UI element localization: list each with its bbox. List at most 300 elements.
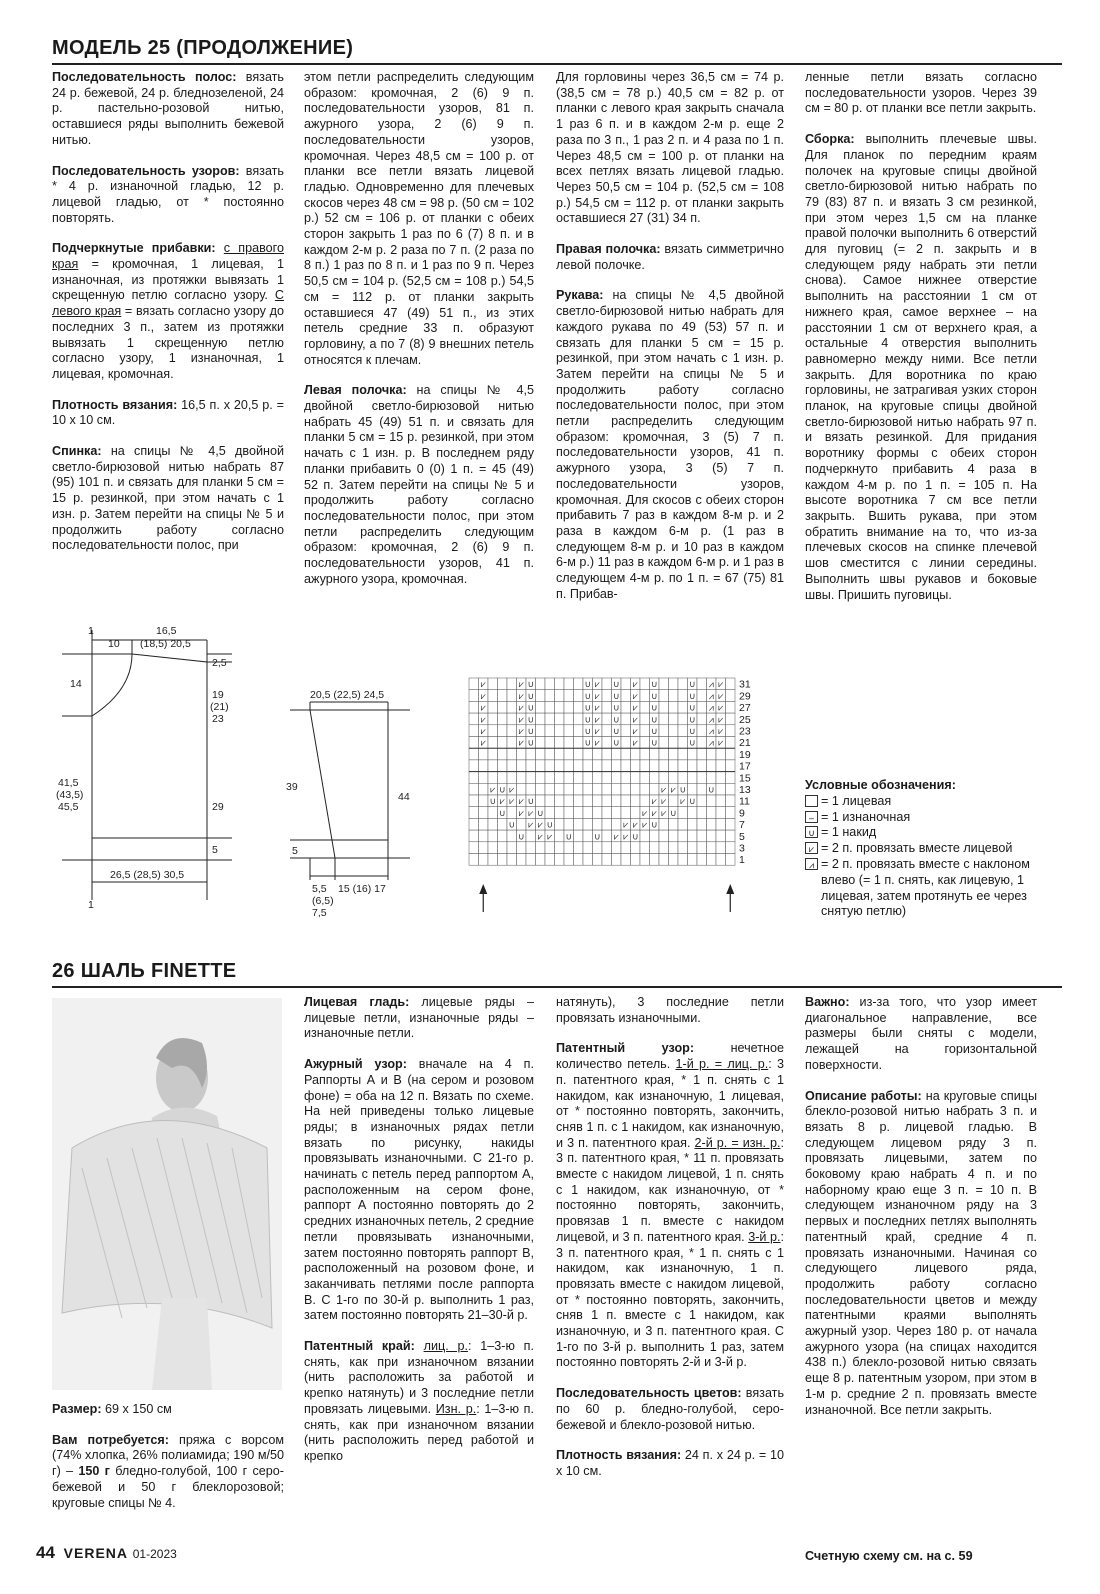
chart-cell	[545, 737, 555, 749]
sleeve-dim-b1: 5,5	[312, 883, 327, 895]
chart-symbol: ⩗	[651, 796, 657, 807]
chart-symbol: ∪	[688, 737, 696, 748]
chart-cell	[650, 783, 660, 795]
chart-cell	[469, 713, 479, 725]
chart-cell	[602, 818, 612, 830]
chart-cell	[640, 772, 650, 784]
chart-symbol: ⩗	[680, 796, 686, 807]
chart-symbol: ⩗	[632, 819, 638, 830]
chart-cell	[479, 854, 489, 866]
chart-cell	[678, 830, 688, 842]
chart-cell	[621, 737, 631, 749]
chart-cell	[545, 678, 555, 690]
chart-cell	[574, 701, 584, 713]
chart-cell	[545, 783, 555, 795]
chart-cell	[678, 737, 688, 749]
chart-symbol: ∪	[498, 784, 506, 795]
magazine-name: VERENA	[63, 1545, 129, 1561]
column-3	[556, 70, 784, 618]
chart-cell	[707, 854, 717, 866]
chart-cell	[469, 830, 479, 842]
chart-symbol: ⩗	[480, 714, 486, 725]
chart-cell	[612, 854, 622, 866]
chart-cell	[707, 760, 717, 772]
important-note: Важно: из-за того, что узор имеет диагональное направление, все размеры были сняты с модели, лежащей на горизонтальной поверхности.	[805, 995, 1037, 1072]
chart-cell	[707, 807, 717, 819]
chart-cell	[602, 678, 612, 690]
chart-symbol: ⩗	[661, 784, 667, 795]
chart-cell	[659, 690, 669, 702]
chart-symbol: ∪	[584, 714, 592, 725]
chart-cell	[659, 701, 669, 713]
chart-cell	[469, 748, 479, 760]
chart-row-number: 23	[739, 725, 751, 738]
chart-symbol: ⩗	[632, 737, 638, 748]
chart-symbol: ⩘	[708, 726, 714, 736]
chart-cell	[517, 818, 527, 830]
chart-cell	[583, 818, 593, 830]
chart-cell	[726, 748, 736, 760]
chart-cell	[469, 701, 479, 713]
chart-symbol: ∪	[584, 690, 592, 701]
chart-cell	[488, 678, 498, 690]
chart-symbol: ⩗	[623, 819, 629, 830]
chart-cell	[555, 854, 565, 866]
chart-cell	[640, 690, 650, 702]
column-2	[304, 70, 534, 603]
chart-cell	[697, 783, 707, 795]
chart-cell	[536, 748, 546, 760]
chart-cell	[650, 772, 660, 784]
chart-cell	[669, 760, 679, 772]
chart-symbol: ∪	[527, 737, 535, 748]
chart-cell	[536, 760, 546, 772]
chart-symbol: ∪	[498, 807, 506, 818]
chart-cell	[564, 725, 574, 737]
chart-cell	[688, 807, 698, 819]
chart-cell	[640, 737, 650, 749]
chart-symbol: ⩗	[670, 784, 676, 795]
chart-cell	[602, 701, 612, 713]
chart-cell	[612, 748, 622, 760]
chart-symbol: ⩘	[708, 690, 714, 701]
chart-symbol: ∪	[536, 807, 544, 818]
chart-cell	[507, 725, 517, 737]
chart-cell	[488, 690, 498, 702]
chart-cell	[536, 725, 546, 737]
chart-cell	[517, 748, 527, 760]
back-continued: этом петли распределить следующим образом: кромочная, 2 (6) 9 п. последовательности узоров, 81 п. ажурного узора, 2 (6) 9 п. последовательности узоров, кромочная. Через 48,5 см = 100 р. от планки все петли вязать лицевой гладью. Одновременно для плечевых скосов через 48 см = 98 р. (50 см = 102 р.) 52 см = 106 р. от планки с обеих сторон закрыть 1 раз по 6 (7) 8 п. и в каждом 2-м р. 2 раза по 7 п. (2 раза по 8 п.) 1 раз по 8 п. и 1 раз по 9 п. Через 50,5 см = 104 р. (52,5 см = 108 р.) 54,5 см = 112 р. от планки закрыть оставшиеся 47 (49) 51 п., из этих петель средние 33 п. образуют горловину, а по 7 (8) 9 внешних петель относятся к плечам.	[304, 70, 534, 367]
chart-row-number: 5	[739, 830, 745, 843]
chart-cell	[498, 713, 508, 725]
chart-row-number: 19	[739, 748, 751, 761]
chart-cell	[536, 690, 546, 702]
chart-arrowhead-icon	[726, 884, 734, 894]
chart-cell	[479, 807, 489, 819]
chart-cell	[564, 748, 574, 760]
chart-symbol: ∪	[527, 796, 535, 807]
chart-symbol: ∪	[688, 679, 696, 690]
legend-item: ∪ = 1 накид	[805, 825, 1045, 841]
back-dim-41: 41,5	[58, 777, 79, 789]
chart-cell	[716, 795, 726, 807]
assembly: Сборка: выполнить плечевые швы. Для планок по передним краям полочек на круговые спицы двойной светло-бирюзовой нитью набрать по 79 (83) 87 п. и вязать 3 см резинкой, при этом через 1,5 см на планке правой полочки выполнить 6 отверстий для пуговиц (= 2 п. закрыть и в следующем ряду набрать эти петли снова). Самое нижнее отверстие выполнить на расстоянии 1 см от нижнего края, самое верхнее – на расстоянии 1 см от верхнего края, а остальные 4 отверстия выполнить равномерно между ними. Все петли закрыть. Для воротника по краю горловины, не затрагивая узких сторон планок, на круговые спицы двойной светло-бирюзовой нитью набрать 97 п. и вязать резинкой. Для придания воротнику формы с обеих сторон подчеркнуто прибавить 4 раза в каждом 4-м р. по 1 п. = 105 п. На высоте воротника 7 см все петли закрыть. Вшить рукава, при этом обратить внимание на то, что из-за плечевых скосов на спинке плечевой шов сместится с линии середины. Выполнить швы рукавов и боковые швы. Пришить пуговицы.	[805, 132, 1037, 602]
chart-cell	[612, 760, 622, 772]
chart-cell	[678, 713, 688, 725]
sleeve-dim-44: 44	[398, 791, 410, 803]
chart-symbol: ⩗	[518, 726, 524, 736]
chart-cell	[726, 783, 736, 795]
chart-cell	[726, 713, 736, 725]
chart-cell	[469, 842, 479, 854]
chart-cell	[669, 830, 679, 842]
chart-row-number: 1	[739, 854, 745, 867]
stockinette: Лицевая гладь: лицевые ряды – лицевые петли, изнаночные ряды – изнаночные петли.	[304, 995, 534, 1041]
chart-cell	[669, 842, 679, 854]
chart-cell	[507, 678, 517, 690]
chart-cell	[612, 783, 622, 795]
chart-cell	[659, 842, 669, 854]
chart-cell	[555, 795, 565, 807]
column-6	[304, 995, 534, 1480]
chart-cell	[498, 760, 508, 772]
chart-cell	[697, 830, 707, 842]
chart-symbol: ⩘	[708, 737, 714, 748]
chart-symbol: ⩗	[537, 831, 543, 842]
back-dim-16: 16,5	[156, 625, 177, 637]
chart-cell	[498, 818, 508, 830]
chart-cell	[669, 690, 679, 702]
chart-symbol: ∪	[650, 737, 658, 748]
chart-row-number: 3	[739, 842, 745, 855]
chart-cell	[488, 725, 498, 737]
chart-cell	[583, 748, 593, 760]
chart-cell	[669, 737, 679, 749]
chart-symbol: ∪	[527, 726, 535, 736]
chart-cell	[669, 818, 679, 830]
chart-cell	[564, 854, 574, 866]
chart-cell	[526, 760, 536, 772]
chart-cell	[583, 830, 593, 842]
chart-cell	[574, 760, 584, 772]
chart-row-number: 31	[739, 678, 751, 691]
chart-cell	[659, 854, 669, 866]
chart-cell	[498, 842, 508, 854]
chart-cell	[678, 678, 688, 690]
chart-cell	[707, 772, 717, 784]
right-front: Правая полочка: вязать симметрично левой полочке.	[556, 242, 785, 272]
chart-cell	[488, 854, 498, 866]
chart-row-number: 25	[739, 713, 751, 726]
chart-cell	[574, 725, 584, 737]
chart-cell	[659, 678, 669, 690]
chart-cell	[545, 807, 555, 819]
chart-symbol: ∪	[688, 714, 696, 725]
patent-edge: Патентный край: лиц. р.: 1–3-ю п. снять, как при изнаночном вязании (нить расположить за работой и крепко натянуть) и 3 последние петли провязать лицевыми. Изн. р.: 1–3-ю п. снять, как при изнаночном вязании (нить расположить перед работой и крепко	[304, 1339, 535, 1463]
chart-symbol: ∪	[650, 702, 658, 713]
chart-cell	[583, 783, 593, 795]
lace-pattern: Ажурный узор: вначале на 4 п. Раппорты А и В (на сером и розовом фоне) = оба на 12 п. Вязать по схеме. На ней приведены только лицевые ряды; в изнаночных рядах петли вязать по рисунку, накиды провязывать изнаночными. С 21-го р. начинать с петель перед раппортом А, расположенным на сером фоне, раппорт А постоянно повторять до 2 средних изнаночных петель, 2 средние петли провязывать изнаночными, затем постоянно повторять раппорт В, расположенный на розовом фоне, и заканчивать петлями после раппорта В. С 1-го по 30-й р. выполнить 1 раз, затем постоянно повторять 21–30-й р.	[304, 1057, 534, 1323]
sleeve-dim-b2: (6,5)	[312, 895, 334, 907]
chart-cell	[678, 748, 688, 760]
chart-symbol: ∪	[612, 714, 620, 725]
chart-cell	[697, 678, 707, 690]
chart-cell	[631, 748, 641, 760]
chart-cell	[650, 842, 660, 854]
chart-cell	[697, 854, 707, 866]
chart-cell	[555, 760, 565, 772]
pattern-sequence: Последовательность узоров: вязать * 4 р. изнаночной гладью, 12 р. лицевой гладью, от * постоянно повторять.	[52, 163, 284, 225]
chart-cell	[498, 690, 508, 702]
chart-cell	[726, 737, 736, 749]
chart-cell	[697, 842, 707, 854]
gauge: Плотность вязания: 16,5 п. х 20,5 р. = 10 х 10 см.	[52, 397, 284, 428]
chart-cell	[517, 854, 527, 866]
chart-cell	[621, 713, 631, 725]
chart-cell	[688, 830, 698, 842]
chart-symbol: ⩗	[651, 807, 657, 818]
chart-cell	[545, 701, 555, 713]
chart-cell	[545, 795, 555, 807]
chart-cell	[574, 690, 584, 702]
chart-symbol: ⩗	[632, 679, 638, 690]
page-number: 44	[36, 1543, 55, 1562]
chart-cell	[593, 772, 603, 784]
chart-cell	[716, 760, 726, 772]
chart-cell	[469, 690, 479, 702]
chart-cell	[707, 818, 717, 830]
chart-cell	[726, 807, 736, 819]
chart-cell	[688, 818, 698, 830]
chart-cell	[602, 807, 612, 819]
chart-cell	[507, 772, 517, 784]
chart-symbol: ⩗	[518, 690, 524, 701]
chart-cell	[688, 783, 698, 795]
chart-symbol: ⩗	[718, 702, 724, 713]
chart-cell	[726, 818, 736, 830]
chart-cell	[612, 795, 622, 807]
chart-cell	[678, 854, 688, 866]
chart-cell	[631, 772, 641, 784]
chart-cell	[583, 854, 593, 866]
chart-cell	[517, 842, 527, 854]
chart-cell	[726, 772, 736, 784]
chart-cell	[631, 795, 641, 807]
chart-cell	[640, 760, 650, 772]
chart-cell	[726, 690, 736, 702]
chart-symbol: ∪	[612, 726, 620, 736]
chart-cell	[621, 760, 631, 772]
chart-symbol: ⩗	[528, 819, 534, 830]
chart-cell	[621, 842, 631, 854]
chart-symbol: ⩗	[480, 737, 486, 748]
chart-cell	[697, 772, 707, 784]
chart-cell	[688, 772, 698, 784]
chart-cell	[659, 713, 669, 725]
chart-cell	[621, 678, 631, 690]
chart-symbol: ⩗	[594, 714, 600, 725]
chart-cell	[479, 795, 489, 807]
chart-cell	[488, 760, 498, 772]
sleeve-dim-b3: 7,5	[312, 907, 327, 919]
chart-symbol: ⩗	[490, 784, 496, 795]
chart-cell	[574, 830, 584, 842]
chart-cell	[555, 783, 565, 795]
stitch-chart	[465, 676, 765, 916]
chart-symbol: ⩗	[718, 714, 724, 725]
chart-cell	[555, 807, 565, 819]
chart-cell	[678, 818, 688, 830]
chart-cell	[697, 690, 707, 702]
chart-cell	[621, 783, 631, 795]
chart-row-number: 15	[739, 772, 751, 785]
chart-symbol: ⩗	[613, 831, 619, 842]
chart-symbol: ∪	[612, 679, 620, 690]
chart-cell	[640, 713, 650, 725]
chart-cell	[479, 748, 489, 760]
chart-symbol: ⩗	[718, 737, 724, 748]
chart-cell	[507, 737, 517, 749]
chart-cell	[697, 713, 707, 725]
chart-symbol: ∪	[546, 819, 554, 830]
chart-cell	[488, 713, 498, 725]
legend-item: = 1 лицевая	[805, 794, 1045, 810]
chart-cell	[469, 760, 479, 772]
chart-cell	[498, 748, 508, 760]
chart-symbol: ∪	[565, 831, 573, 842]
chart-cell	[507, 854, 517, 866]
chart-row-number: 13	[739, 784, 751, 796]
chart-cell	[726, 830, 736, 842]
chart-cell	[602, 772, 612, 784]
chart-cell	[593, 748, 603, 760]
chart-cell	[678, 760, 688, 772]
chart-cell	[650, 760, 660, 772]
chart-cell	[669, 772, 679, 784]
chart-symbol: ∪	[584, 737, 592, 748]
section-header-model-25: МОДЕЛЬ 25 (ПРОДОЛЖЕНИЕ)	[52, 37, 1062, 65]
chart-cell	[498, 678, 508, 690]
chart-symbol: ∪	[527, 679, 535, 690]
chart-cell	[469, 818, 479, 830]
chart-cell	[659, 772, 669, 784]
chart-symbol: ⩗	[480, 726, 486, 736]
chart-symbol: ∪	[527, 702, 535, 713]
chart-cell	[612, 807, 622, 819]
chart-cell	[536, 795, 546, 807]
chart-cell	[697, 748, 707, 760]
chart-cell	[507, 690, 517, 702]
chart-cell	[602, 830, 612, 842]
chart-symbol: ∪	[584, 726, 592, 736]
chart-symbol: ∪	[489, 796, 497, 807]
chart-symbol: ⩗	[661, 796, 667, 807]
chart-row-number: 7	[739, 819, 745, 832]
chart-cell	[488, 748, 498, 760]
k2tog-icon: ⩗	[805, 842, 818, 854]
chart-cell	[574, 795, 584, 807]
chart-cell	[469, 737, 479, 749]
chart-symbol: ∪	[593, 831, 601, 842]
patent-edge-end: натянуть), 3 последние петли провязать изнаночными.	[556, 995, 784, 1025]
chart-cell	[678, 690, 688, 702]
chart-cell	[631, 760, 641, 772]
back-dim-19: 19	[212, 689, 224, 701]
chart-symbol: ∪	[650, 714, 658, 725]
chart-symbol: ⩗	[594, 702, 600, 713]
chart-cell	[631, 854, 641, 866]
chart-cell	[498, 772, 508, 784]
chart-cell	[498, 830, 508, 842]
chart-symbol: ∪	[650, 819, 658, 830]
back-dim-bottom-1: 1	[88, 899, 94, 911]
chart-symbol: ∪	[688, 690, 696, 701]
back-dim-10: 10	[108, 638, 120, 650]
chart-row-number: 21	[739, 737, 751, 750]
chart-cell	[536, 842, 546, 854]
chart-cell	[602, 737, 612, 749]
chart-symbol: ⩘	[708, 702, 714, 713]
chart-cell	[631, 783, 641, 795]
chart-symbol: ∪	[650, 679, 658, 690]
gauge-26: Плотность вязания: 24 п. х 24 р. = 10 х 10 см.	[556, 1448, 784, 1478]
chart-symbol: ⩗	[642, 807, 648, 818]
chart-cell	[678, 842, 688, 854]
chart-cell	[583, 842, 593, 854]
chart-cell	[469, 807, 479, 819]
work-description: Описание работы: на круговые спицы блекло-розовой нитью набрать 3 п. и вязать 8 р. лицевой гладью. В следующем лицевом ряду 3 п. провязать лицевыми, затем по боковому краю набрать 4 п. и по наборному краю еще 3 п. = 10 п. В следующем изнаночном ряду на 3 первых и последних петлях выполнять патентный край, средние 4 п. провязать изнаночными. Начиная со следующего лицевого ряда, продолжить работу согласно последовательности цветов и между патентными краями выполнять ажурный узор. Через 180 р. от начала ажурного узора (на спицах находится 438 п.) блекло-розовой нитью связать еще 8 р. патентным узором, при этом в 1-м р. средние 2 п. провязать вместе изнаночной. Все петли закрыть.	[805, 1088, 1037, 1417]
chart-cell	[688, 748, 698, 760]
chart-symbol: ∪	[650, 690, 658, 701]
chart-symbol: ⩗	[480, 679, 486, 690]
chart-cell	[507, 748, 517, 760]
chart-cell	[593, 795, 603, 807]
chart-cell	[536, 678, 546, 690]
chart-symbol: ∪	[584, 702, 592, 713]
sleeve-schematic	[280, 680, 430, 930]
chart-symbol: ∪	[517, 831, 525, 842]
chart-cell	[479, 772, 489, 784]
chart-cell	[574, 678, 584, 690]
chart-symbol: ∪	[527, 690, 535, 701]
chart-symbol: ⩗	[499, 796, 505, 807]
chart-symbol: ⩗	[594, 679, 600, 690]
chart-cell	[574, 748, 584, 760]
chart-symbol: ⩗	[528, 807, 534, 818]
legend-title: Условные обозначения:	[805, 778, 956, 792]
chart-cell	[640, 748, 650, 760]
chart-cell	[555, 713, 565, 725]
chart-cell	[697, 760, 707, 772]
chart-cell	[555, 830, 565, 842]
chart-cell	[526, 783, 536, 795]
chart-cell	[574, 807, 584, 819]
chart-cell	[640, 725, 650, 737]
sleeve-dim-39: 39	[286, 781, 298, 793]
chart-cell	[716, 748, 726, 760]
chart-cell	[574, 854, 584, 866]
chart-cell	[488, 830, 498, 842]
chart-cell	[602, 713, 612, 725]
chart-cell	[621, 690, 631, 702]
chart-cell	[621, 725, 631, 737]
chart-cell	[469, 772, 479, 784]
chart-cell	[688, 760, 698, 772]
chart-cell	[564, 842, 574, 854]
chart-cell	[707, 830, 717, 842]
chart-symbol: ∪	[688, 726, 696, 736]
chart-cell	[564, 713, 574, 725]
